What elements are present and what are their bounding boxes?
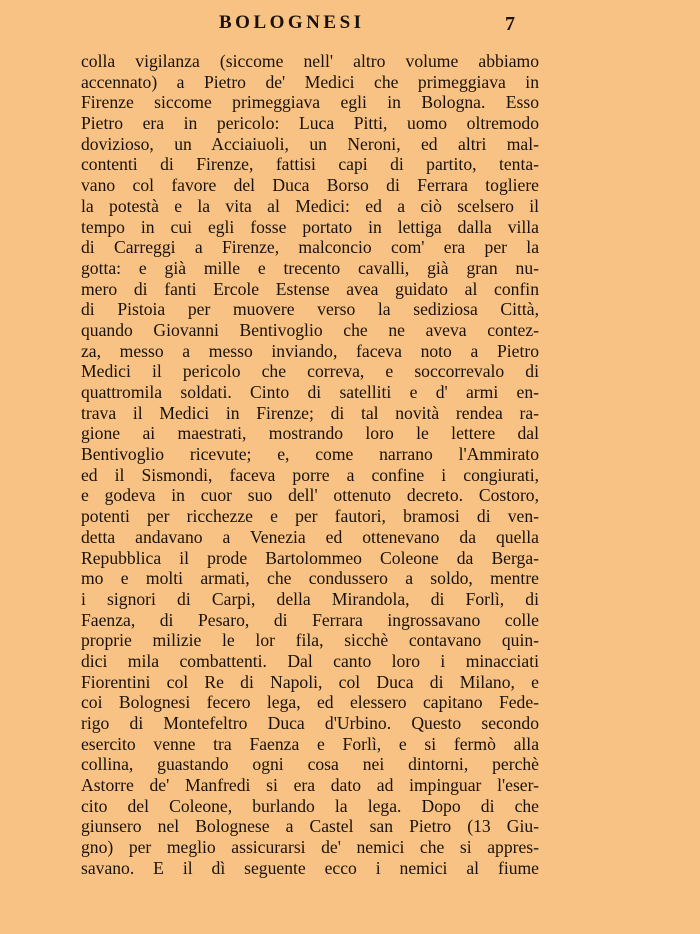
- text-line: Fiorentini col Re di Napoli, col Duca di Milano, e: [81, 671, 539, 692]
- text-line: quando Giovanni Bentivoglio che ne aveva contez-: [81, 319, 539, 340]
- text-line: detta andavano a Venezia ed ottenevano da quella: [81, 526, 539, 547]
- body-text: [81, 51, 539, 879]
- text-line: Faenza, di Pesaro, di Ferrara ingrossavano colle: [81, 609, 539, 630]
- text-line: savano. E il dì seguente ecco i nemici al fiume: [81, 857, 539, 878]
- text-line: contenti di Firenze, fattisi capi di partito, tenta-: [81, 154, 539, 175]
- text-line: la potestà e la vita al Medici: ed a ciò scelsero il: [81, 195, 539, 216]
- text-line: quattromila soldati. Cinto di satelliti e d' armi en-: [81, 382, 539, 402]
- text-line: mero di fanti Ercole Estense avea guidato al confin: [81, 278, 539, 299]
- text-line: Medici il pericolo che correva, e soccorrevalo di: [81, 361, 539, 382]
- text-line: ed il Sismondi, faceva porre a confine i congiurati,: [81, 464, 539, 485]
- text-line: e godeva in cuor suo dell' ottenuto decreto. Costoro,: [81, 485, 539, 506]
- text-line: mo e molti armati, che condussero a soldo, mentre: [81, 568, 539, 589]
- text-line: dovizioso, un Acciaiuoli, un Neroni, ed altri mal-: [81, 133, 539, 154]
- text-line: dici mila combattenti. Dal canto loro i minacciati: [81, 650, 539, 671]
- text-line: Bentivoglio ricevute; e, come narrano l'Ammirato: [81, 444, 539, 465]
- text-line: gno) per meglio assicurarsi de' nemici che si appres-: [81, 837, 539, 858]
- text-line: rigo di Montefeltro Duca d'Urbino. Questo secondo: [81, 713, 539, 733]
- page-number: 7: [505, 13, 515, 35]
- text-line: accennato) a Pietro de' Medici che primeggiava in: [81, 71, 539, 92]
- running-head: BOLOGNESI: [219, 12, 365, 33]
- text-line: collina, guastando ogni cosa nei dintorni, perchè: [81, 754, 539, 775]
- text-line: gione ai maestrati, mostrando loro le lettere dal: [81, 423, 539, 444]
- text-line: gotta: e già mille e trecento cavalli, già gran nu-: [81, 257, 539, 278]
- text-line: za, messo a messo inviando, faceva noto a Pietro: [81, 340, 539, 361]
- text-line: Astorre de' Manfredi si era dato ad impinguar l'eser-: [81, 775, 539, 796]
- text-line: coi Bolognesi fecero lega, ed elessero capitano Fede-: [81, 692, 539, 713]
- page-header: [0, 10, 700, 40]
- text-line: di Carreggi a Firenze, malconcio com' era per la: [81, 237, 539, 258]
- text-line: trava il Medici in Firenze; di tal novità rendea ra-: [81, 402, 539, 423]
- text-line: colla vigilanza (siccome nell' altro volume abbiamo: [81, 51, 539, 71]
- text-line: Repubblica il prode Bartolommeo Coleone da Berga-: [81, 547, 539, 568]
- text-line: esercito venne tra Faenza e Forlì, e si fermò alla: [81, 733, 539, 754]
- text-line: proprie milizie le lor fila, sicchè contavano quin-: [81, 630, 539, 651]
- text-line: potenti per ricchezze e per fautori, bramosi di ven-: [81, 506, 539, 527]
- text-line: Pietro era in pericolo: Luca Pitti, uomo oltremodo: [81, 113, 539, 134]
- text-line: tempo in cui egli fosse portato in lettiga dalla villa: [81, 216, 539, 237]
- text-line: vano col favore del Duca Borso di Ferrara togliere: [81, 175, 539, 196]
- text-line: giunsero nel Bolognese a Castel san Pietro (13 Giu-: [81, 816, 539, 837]
- text-line: i signori di Carpi, della Mirandola, di Forlì, di: [81, 588, 539, 609]
- text-line: di Pistoia per muovere verso la sediziosa Città,: [81, 299, 539, 320]
- text-line: cito del Coleone, burlando la lega. Dopo di che: [81, 795, 539, 816]
- text-line: Firenze siccome primeggiava egli in Bologna. Esso: [81, 92, 539, 113]
